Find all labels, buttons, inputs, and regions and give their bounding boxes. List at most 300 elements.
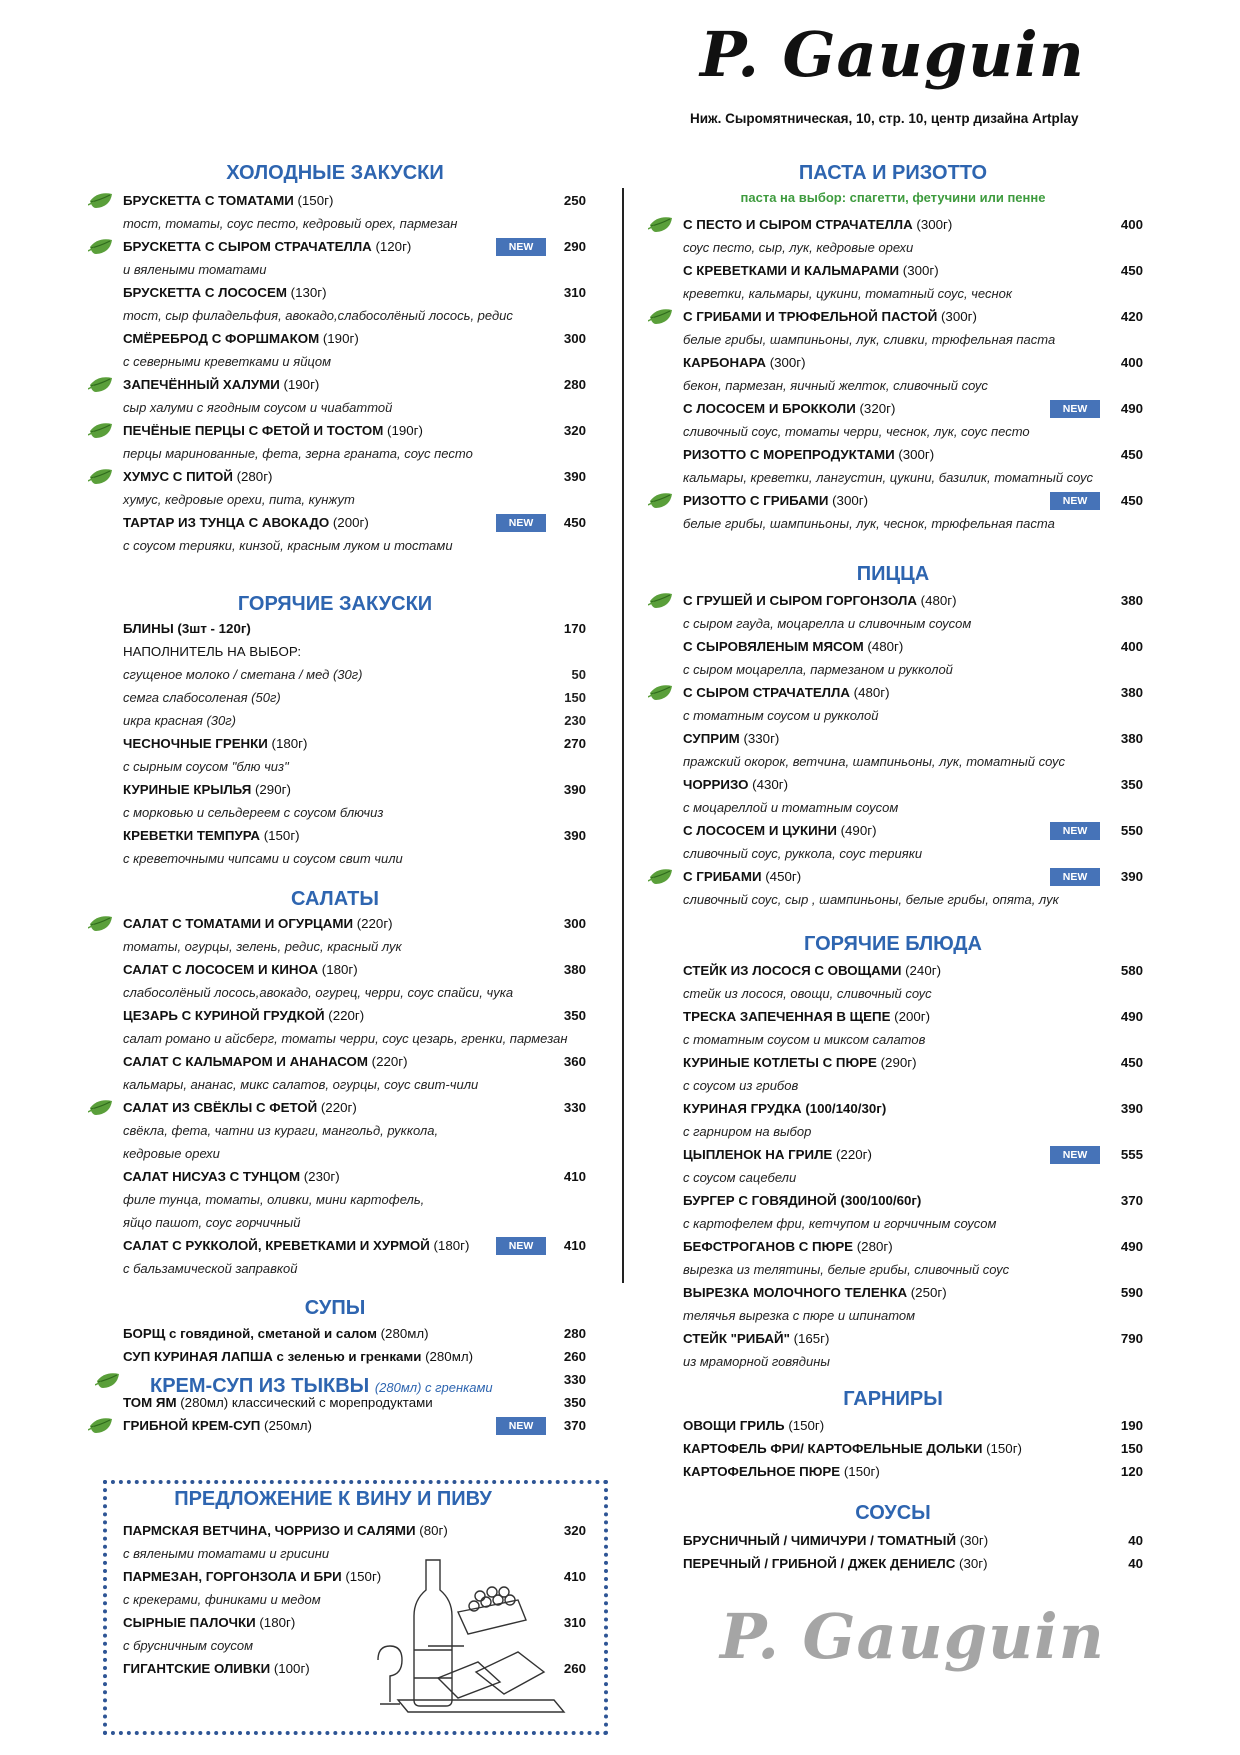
menu-item-name xyxy=(683,352,806,374)
menu-item xyxy=(123,190,586,212)
menu-item-name xyxy=(123,236,411,258)
menu-item-price: 350 xyxy=(563,1008,586,1023)
new-badge: NEW xyxy=(1050,400,1100,418)
menu-item-price: 350 xyxy=(563,1395,586,1410)
menu-item-name xyxy=(683,960,941,982)
menu-item-name xyxy=(123,328,359,350)
menu-item-title: РИЗОТТО С МОРЕПРОДУКТАМИ xyxy=(683,447,895,462)
menu-item-name xyxy=(683,1052,917,1074)
menu-item-description-text: семга слабосоленая (50г) xyxy=(123,690,281,705)
address: Ниж. Сыромятническая, 10, стр. 10, центр дизайна Artplay xyxy=(690,111,1079,126)
menu-item-title: БУРГЕР С ГОВЯДИНОЙ (300/100/60г) xyxy=(683,1193,922,1208)
menu-item-weight: (150г) xyxy=(260,828,300,843)
menu-item-title: ПАРМСКАЯ ВЕТЧИНА, ЧОРРИЗО И САЛЯМИ xyxy=(123,1523,416,1538)
menu-item xyxy=(683,1282,1143,1304)
menu-item-description xyxy=(123,756,586,778)
vegetarian-leaf-icon xyxy=(88,467,114,487)
menu-item xyxy=(683,1328,1143,1350)
vegetarian-leaf-icon xyxy=(88,1098,114,1118)
menu-item-description-text: телячья вырезка с пюре и шпинатом xyxy=(683,1308,916,1323)
menu-item-title: С ЛОСОСЕМ И ЦУКИНИ xyxy=(683,823,837,838)
menu-item-price: 330 xyxy=(563,1100,586,1115)
menu-item-name xyxy=(683,1415,824,1437)
menu-item-description xyxy=(123,259,586,281)
menu-item-description-text: с северными креветками и яйцом xyxy=(123,354,331,369)
menu-item-description-text: пражский окорок, ветчина, шампиньоны, лук, томатный соус xyxy=(683,754,1065,769)
menu-item-weight: (300г) xyxy=(766,355,806,370)
menu-item-name xyxy=(683,1236,893,1258)
menu-item-description xyxy=(683,751,1143,773)
menu-item-weight: (250мл) xyxy=(260,1418,312,1433)
menu-item-price: 390 xyxy=(563,469,586,484)
section-title-cold: ХОЛОДНЫЕ ЗАКУСКИ xyxy=(226,162,444,184)
section-title-sauces: СОУСЫ xyxy=(855,1502,931,1524)
menu-item-description xyxy=(123,213,586,235)
menu-item xyxy=(683,774,1143,796)
menu-item-description xyxy=(683,983,1143,1005)
menu-item-description xyxy=(683,1121,1143,1143)
menu-item-title: СТЕЙК "РИБАЙ" xyxy=(683,1331,790,1346)
menu-item-description-text: с сыром моцарелла, пармезаном и рукколой xyxy=(683,662,953,677)
menu-item-title: С ГРИБАМИ И ТРЮФЕЛЬНОЙ ПАСТОЙ xyxy=(683,309,938,324)
column-divider xyxy=(622,188,624,1283)
menu-item-description xyxy=(683,1305,1143,1327)
menu-item-price: 280 xyxy=(563,1326,586,1341)
menu-item-description xyxy=(123,305,586,327)
pumpkin-soup-note: (280мл) с гренками xyxy=(374,1380,493,1395)
menu-item-description-text: с томатным соусом и миксом салатов xyxy=(683,1032,926,1047)
menu-item-name xyxy=(683,774,788,796)
menu-item-description-text: НАПОЛНИТЕЛЬ НА ВЫБОР: xyxy=(123,644,302,659)
menu-item xyxy=(683,1098,1143,1120)
menu-item-weight: (30г) xyxy=(956,1533,989,1548)
menu-item-price: 370 xyxy=(1120,1193,1143,1208)
menu-item-weight: (280мл) xyxy=(376,1326,429,1341)
menu-item-name xyxy=(123,618,251,640)
menu-item-description-text: кедровые орехи xyxy=(123,1146,220,1161)
menu-item xyxy=(683,1006,1143,1028)
menu-item-description-text: тост, томаты, соус песто, кедровый орех, пармезан xyxy=(123,216,458,231)
menu-item xyxy=(683,1553,1143,1575)
menu-item-price: 320 xyxy=(563,1523,586,1538)
menu-item-weight: (190г) xyxy=(319,331,359,346)
menu-item-price: 555 xyxy=(1120,1147,1143,1162)
menu-item-description xyxy=(683,843,1143,865)
menu-item-title: С ЛОСОСЕМ И БРОККОЛИ xyxy=(683,401,856,416)
menu-item-weight: (180г) xyxy=(255,1615,296,1630)
menu-item xyxy=(123,282,586,304)
menu-item-description-text: сливочный соус, сыр , шампиньоны, белые грибы, опята, лук xyxy=(683,892,1059,907)
menu-item-description-text: сливочный соус, томаты черри, чеснок, лук, соус песто xyxy=(683,424,1030,439)
menu-item-description xyxy=(123,1143,586,1165)
menu-item-title: С СЫРОМ СТРАЧАТЕЛЛА xyxy=(683,685,850,700)
menu-item-name xyxy=(123,1323,429,1345)
menu-item-title: КАРТОФЕЛЬНОЕ ПЮРЕ xyxy=(683,1464,841,1479)
menu-item-title: КРЕВЕТКИ ТЕМПУРА xyxy=(123,828,261,843)
menu-item-description-text: соус песто, сыр, лук, кедровые орехи xyxy=(683,240,914,255)
menu-item-description xyxy=(123,936,586,958)
menu-item xyxy=(123,1346,586,1368)
menu-item-description xyxy=(683,513,1143,535)
menu-item-title: С ГРУШЕЙ И СЫРОМ ГОРГОНЗОЛА xyxy=(683,593,917,608)
menu-item-description xyxy=(683,329,1143,351)
menu-item-name xyxy=(683,636,903,658)
menu-item-name xyxy=(123,420,423,442)
menu-item-title: ЦЕЗАРЬ С КУРИНОЙ ГРУДКОЙ xyxy=(123,1008,325,1023)
menu-item-price: 270 xyxy=(563,736,586,751)
menu-item-description-text: из мраморной говядины xyxy=(683,1354,830,1369)
menu-item-name xyxy=(123,282,327,304)
menu-item-price: 390 xyxy=(1120,869,1143,884)
vegetarian-leaf-icon xyxy=(88,1416,114,1436)
new-badge: NEW xyxy=(1050,822,1100,840)
menu-item-description-text: белые грибы, шампиньоны, лук, чеснок, трюфельная паста xyxy=(683,516,1055,531)
menu-item-name xyxy=(683,1328,829,1350)
menu-item-weight: (240г) xyxy=(901,963,941,978)
menu-item-title: ОВОЩИ ГРИЛЬ xyxy=(683,1418,785,1433)
menu-item-title: СТЕЙК ИЗ ЛОСОСЯ С ОВОЩАМИ xyxy=(683,963,902,978)
vegetarian-leaf-icon xyxy=(88,191,114,211)
menu-item-description xyxy=(683,283,1143,305)
menu-item-name xyxy=(683,1006,930,1028)
menu-item xyxy=(683,866,1143,888)
menu-item-price: 380 xyxy=(1120,685,1143,700)
menu-item-price: 150 xyxy=(564,690,586,705)
menu-item xyxy=(683,306,1143,328)
menu-item-description-text: белые грибы, шампиньоны, лук, сливки, трюфельная паста xyxy=(683,332,1056,347)
menu-item-description-text: слабосолёный лосось,авокадо, огурец, черри, соус спайси, чука xyxy=(123,985,514,1000)
menu-item-description xyxy=(123,351,586,373)
menu-item-weight: (150г) xyxy=(293,193,334,208)
menu-item xyxy=(123,328,586,350)
menu-item-price: 290 xyxy=(563,239,586,254)
brand-logo-watermark: P. Gauguin xyxy=(720,1600,1105,1673)
menu-item-description xyxy=(683,1167,1143,1189)
menu-item-name xyxy=(123,1097,357,1119)
menu-item-description-text: с морковью и сельдереем с соусом блючиз xyxy=(123,805,384,820)
menu-item-description xyxy=(683,1351,1143,1373)
section-title-pasta: ПАСТА И РИЗОТТО xyxy=(798,162,988,184)
menu-item-price: 380 xyxy=(1120,731,1143,746)
menu-item xyxy=(683,1144,1143,1166)
menu-item xyxy=(123,1166,586,1188)
menu-item xyxy=(683,398,1143,420)
menu-item-title: РИЗОТТО С ГРИБАМИ xyxy=(683,493,829,508)
menu-item xyxy=(123,618,586,640)
menu-item-description-text: с брусничным соусом xyxy=(123,1638,254,1653)
menu-item-name xyxy=(683,1438,1022,1460)
menu-item xyxy=(683,682,1143,704)
menu-item-weight: (480г) xyxy=(916,593,957,608)
menu-item-description-text: свёкла, фета, чатни из кураги, мангольд, руккола, xyxy=(123,1123,439,1138)
menu-item-weight: (165г) xyxy=(789,1331,830,1346)
menu-item xyxy=(123,420,586,442)
menu-item-weight: (220г) xyxy=(353,916,393,931)
menu-item xyxy=(683,1530,1143,1552)
menu-item-title: БРУСКЕТТА С ТОМАТАМИ xyxy=(123,193,294,208)
menu-item-weight: (300г) xyxy=(828,493,869,508)
menu-item-description xyxy=(123,710,586,732)
menu-item-weight: (290г) xyxy=(876,1055,917,1070)
menu-item-description xyxy=(683,659,1143,681)
menu-item-name xyxy=(683,1098,886,1120)
menu-item-price: 380 xyxy=(1120,593,1143,608)
menu-item-price: 280 xyxy=(563,377,586,392)
menu-item-description-text: сливочный соус, руккола, соус терияки xyxy=(683,846,923,861)
menu-item-name xyxy=(683,306,977,328)
menu-item-description-text: с крекерами, финиками и медом xyxy=(123,1592,321,1607)
menu-item-title: ПАРМЕЗАН, ГОРГОНЗОЛА И БРИ xyxy=(123,1569,342,1584)
menu-item-description-text: кальмары, креветки, лангустин, цукини, базилик, томатный соус xyxy=(683,470,1093,485)
menu-item-title: СУП КУРИНАЯ ЛАПША с зеленью и гренками xyxy=(123,1349,422,1364)
menu-item-description xyxy=(123,397,586,419)
menu-item xyxy=(683,820,1143,842)
menu-item-weight: (250г) xyxy=(907,1285,947,1300)
menu-item-weight: (480г) xyxy=(863,639,904,654)
menu-item-price: 170 xyxy=(563,621,586,636)
menu-item-weight: (190г) xyxy=(383,423,423,438)
menu-item-title: САЛАТ С ЛОСОСЕМ И КИНОА xyxy=(123,962,319,977)
menu-item-weight: (200г) xyxy=(329,515,369,530)
menu-item-weight: (180г) xyxy=(267,736,308,751)
menu-item xyxy=(683,636,1143,658)
menu-item xyxy=(123,1415,586,1437)
menu-item-description-text: с сыром гауда, моцарелла и сливочным соусом xyxy=(683,616,972,631)
menu-item-description-text: сыр халуми с ягодным соусом и чиабаттой xyxy=(123,400,393,415)
menu-item-price: 260 xyxy=(563,1349,586,1364)
menu-item-name xyxy=(123,825,300,847)
menu-item-weight: (300г) xyxy=(899,263,939,278)
menu-item-description-text: с сырным соусом "блю чиз" xyxy=(123,759,289,774)
menu-item-name xyxy=(123,190,333,212)
menu-item-price: 410 xyxy=(563,1169,586,1184)
menu-item xyxy=(123,1097,586,1119)
menu-item-price: 450 xyxy=(1120,493,1143,508)
menu-item-name xyxy=(123,1415,312,1437)
menu-item-price: 390 xyxy=(563,828,586,843)
menu-item-weight: (300г) xyxy=(937,309,977,324)
menu-item-price: 490 xyxy=(1120,401,1143,416)
menu-item-weight: (150г) xyxy=(982,1441,1022,1456)
menu-item-title: САЛАТ ИЗ СВЁКЛЫ С ФЕТОЙ xyxy=(123,1100,318,1115)
new-badge: NEW xyxy=(1050,1146,1100,1164)
menu-item-title: ТРЕСКА ЗАПЕЧЕННАЯ В ЩЕПЕ xyxy=(683,1009,891,1024)
menu-item-name xyxy=(683,260,939,282)
menu-item xyxy=(123,512,586,534)
new-badge: NEW xyxy=(496,1417,546,1435)
menu-item-name xyxy=(683,1530,988,1552)
menu-item-description-text: с соусом сацебели xyxy=(683,1170,797,1185)
menu-item xyxy=(123,374,586,396)
menu-item xyxy=(683,960,1143,982)
menu-item-description xyxy=(123,664,586,686)
menu-item-weight: (120г) xyxy=(371,239,412,254)
menu-item-description xyxy=(123,1074,586,1096)
menu-item-name xyxy=(123,1051,408,1073)
menu-item-price: 410 xyxy=(563,1569,586,1584)
menu-item-price: 310 xyxy=(563,285,586,300)
menu-item-description xyxy=(123,443,586,465)
menu-item-description-text: с вялеными томатами и грисини xyxy=(123,1546,330,1561)
menu-item-price: 450 xyxy=(563,515,586,530)
menu-item-description xyxy=(123,687,586,709)
menu-item-name xyxy=(683,398,895,420)
menu-item-weight: (430г) xyxy=(748,777,789,792)
menu-item-title: КУРИНЫЕ КРЫЛЬЯ xyxy=(123,782,252,797)
menu-item-weight: (80г) xyxy=(415,1523,448,1538)
menu-item-title: ГРИБНОЙ КРЕМ-СУП xyxy=(123,1418,261,1433)
menu-item-title: ЗАПЕЧЁННЫЙ ХАЛУМИ xyxy=(123,377,280,392)
new-badge: NEW xyxy=(496,1237,546,1255)
menu-item-price: 50 xyxy=(571,667,586,682)
new-badge: NEW xyxy=(1050,868,1100,886)
menu-item-description-text: с моцареллой и томатным соусом xyxy=(683,800,899,815)
menu-item xyxy=(683,1236,1143,1258)
menu-item-name xyxy=(683,214,952,236)
menu-item-description xyxy=(683,797,1143,819)
menu-item-name xyxy=(123,466,272,488)
menu-item-name xyxy=(683,1144,872,1166)
menu-item-description-text: с креветочными чипсами и соусом свит чили xyxy=(123,851,403,866)
menu-item-price: 370 xyxy=(563,1418,586,1433)
menu-item-title: С ГРИБАМИ xyxy=(683,869,762,884)
menu-item-price: 250 xyxy=(563,193,586,208)
menu-item-title: САЛАТ С РУККОЛОЙ, КРЕВЕТКАМИ И ХУРМОЙ xyxy=(123,1238,430,1253)
menu-item-title: БРУСНИЧНЫЙ / ЧИМИЧУРИ / ТОМАТНЫЙ xyxy=(683,1533,956,1548)
vegetarian-leaf-icon xyxy=(95,1371,121,1391)
new-badge: NEW xyxy=(496,514,546,532)
section-title-garnish: ГАРНИРЫ xyxy=(843,1388,943,1410)
menu-item-description-text: икра красная (30г) xyxy=(123,713,237,728)
menu-item-weight: (190г) xyxy=(279,377,320,392)
menu-item-title: ГИГАНТСКИЕ ОЛИВКИ xyxy=(123,1661,271,1676)
menu-item-description-text: кальмары, ананас, микс салатов, огурцы, соус свит-чили xyxy=(123,1077,479,1092)
menu-item xyxy=(683,1461,1143,1483)
vegetarian-leaf-icon xyxy=(648,591,674,611)
menu-item-title: САЛАТ НИСУАЗ С ТУНЦОМ xyxy=(123,1169,301,1184)
pumpkin-soup-name: КРЕМ-СУП ИЗ ТЫКВЫ xyxy=(150,1375,370,1397)
menu-item-description-text: с картофелем фри, кетчупом и горчичным соусом xyxy=(683,1216,997,1231)
menu-item xyxy=(683,444,1143,466)
menu-item-weight: (280г) xyxy=(853,1239,893,1254)
menu-item-description xyxy=(683,613,1143,635)
menu-item-description xyxy=(123,489,586,511)
menu-item xyxy=(683,260,1143,282)
menu-item-name xyxy=(683,1553,988,1575)
menu-item-name xyxy=(683,1190,921,1212)
menu-item-weight: (280мл) xyxy=(421,1349,474,1364)
new-badge: NEW xyxy=(1050,492,1100,510)
menu-item-description xyxy=(683,375,1143,397)
menu-item-name xyxy=(683,590,957,612)
menu-item-description-text: вырезка из телятины, белые грибы, сливочный соус xyxy=(683,1262,1010,1277)
vegetarian-leaf-icon xyxy=(648,683,674,703)
menu-item-price: 490 xyxy=(1120,1239,1143,1254)
menu-item-title: С КРЕВЕТКАМИ И КАЛЬМАРАМИ xyxy=(683,263,900,278)
menu-item xyxy=(683,1415,1143,1437)
menu-item-description-text: перцы маринованные, фета, зерна граната, соус песто xyxy=(123,446,473,461)
menu-item-description-text: томаты, огурцы, зелень, редис, красный лук xyxy=(123,939,402,954)
section-subtitle: паста на выбор: спагетти, фетучини или пенне xyxy=(740,190,1046,205)
menu-item-price: 450 xyxy=(1120,1055,1143,1070)
menu-item-description xyxy=(123,1258,586,1280)
menu-item-description xyxy=(683,1259,1143,1281)
menu-item-price: 40 xyxy=(1128,1556,1143,1571)
menu-item-description xyxy=(683,467,1143,489)
menu-item-price: 320 xyxy=(563,423,586,438)
menu-item-price: 190 xyxy=(1120,1418,1143,1433)
menu-item xyxy=(123,236,586,258)
menu-item xyxy=(123,466,586,488)
menu-item-name xyxy=(123,1346,473,1368)
menu-item-price: 400 xyxy=(1120,355,1143,370)
menu-item-weight: (100г) xyxy=(270,1661,310,1676)
menu-item-weight: (180г) xyxy=(429,1238,470,1253)
section-title-hot: ГОРЯЧИЕ ЗАКУСКИ xyxy=(237,593,433,615)
menu-item-name xyxy=(683,444,934,466)
vegetarian-leaf-icon xyxy=(88,421,114,441)
menu-item-description-text: с бальзамической заправкой xyxy=(123,1261,298,1276)
menu-item-price: 120 xyxy=(1120,1464,1143,1479)
menu-item-weight: (230г) xyxy=(300,1169,340,1184)
section-title-salads: САЛАТЫ xyxy=(291,888,379,910)
menu-item-price: 350 xyxy=(1120,777,1143,792)
menu-item-price: 380 xyxy=(563,962,586,977)
menu-item-price: 230 xyxy=(564,713,586,728)
vegetarian-leaf-icon xyxy=(88,914,114,934)
menu-item-title: СЫРНЫЕ ПАЛОЧКИ xyxy=(123,1615,256,1630)
menu-item-name xyxy=(123,1166,340,1188)
menu-item xyxy=(683,352,1143,374)
menu-item-name xyxy=(683,820,877,842)
menu-item-description xyxy=(123,1120,586,1142)
menu-item-description xyxy=(683,889,1143,911)
menu-item-description-text: салат романо и айсберг, томаты черри, соус цезарь, гренки, пармезан xyxy=(123,1031,568,1046)
menu-item-weight: (300г) xyxy=(894,447,935,462)
menu-item-weight: (280г) xyxy=(232,469,273,484)
menu-item xyxy=(123,1005,586,1027)
menu-item-weight: (280мл) классический с морепродуктами xyxy=(176,1395,433,1410)
pumpkin-soup-title xyxy=(150,1375,493,1398)
menu-item-weight: (220г) xyxy=(367,1054,408,1069)
menu-item-title: КАРБОНАРА xyxy=(683,355,766,370)
menu-item-weight: (220г) xyxy=(832,1147,872,1162)
menu-item-weight: (320г) xyxy=(855,401,896,416)
menu-item-price: 390 xyxy=(1120,1101,1143,1116)
section-title-soups: СУПЫ xyxy=(304,1297,366,1319)
menu-item-title: ПЕЧЁНЫЕ ПЕРЦЫ С ФЕТОЙ И ТОСТОМ xyxy=(123,423,384,438)
new-badge: NEW xyxy=(496,238,546,256)
menu-item-description-text: сгущеное молоко / сметана / мед (30г) xyxy=(123,667,363,682)
menu-item-description xyxy=(683,237,1143,259)
menu-item-description-text: тост, сыр филадельфия, авокадо,слабосолёный лосось, редис xyxy=(123,308,513,323)
menu-item-description-text: стейк из лосося, овощи, сливочный соус xyxy=(683,986,932,1001)
vegetarian-leaf-icon xyxy=(88,375,114,395)
menu-item-description-text: филе тунца, томаты, оливки, мини картофель, xyxy=(123,1192,425,1207)
menu-item-description xyxy=(683,1029,1143,1051)
menu-item-description xyxy=(123,1189,586,1211)
menu-item-price: 550 xyxy=(1120,823,1143,838)
menu-item-name xyxy=(683,728,779,750)
menu-item-description-text: бекон, пармезан, яичный желток, сливочный соус xyxy=(683,378,988,393)
menu-item-price: 450 xyxy=(1120,263,1143,278)
menu-item-description xyxy=(683,1213,1143,1235)
menu-item-weight: (290г) xyxy=(251,782,291,797)
menu-item xyxy=(123,779,586,801)
menu-note xyxy=(123,641,586,663)
menu-item-name xyxy=(683,1461,880,1483)
menu-item-name xyxy=(123,913,393,935)
